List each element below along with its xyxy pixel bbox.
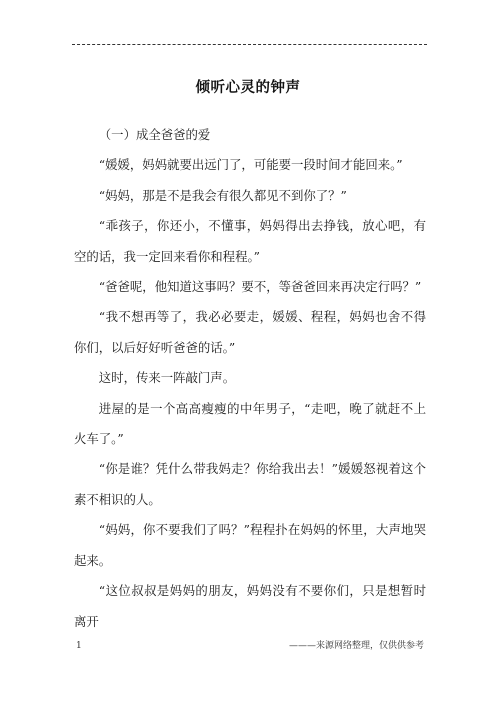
paragraph: “你是谁？凭什么带我妈走？你给我出去！”媛媛怒视着这个素不相识的人。 xyxy=(74,461,426,507)
document-body xyxy=(74,120,426,637)
paragraph: “乖孩子，你还小，不懂事，妈妈得出去挣钱，放心吧，有空的话，我一定回来看你和程程。” xyxy=(74,218,426,264)
paragraph: “妈妈，那是不是我会有很久都见不到你了？” xyxy=(98,187,347,203)
paragraph: “我不想再等了，我必必要走，媛媛、程程，妈妈也舍不得你们，以后好好听爸爸的话。” xyxy=(74,309,426,355)
paragraph: “这位叔叔是妈妈的朋友，妈妈没有不要你们，只是想暂时离开 xyxy=(74,583,426,629)
paragraph: “爸爸呢，他知道这事吗？要不，等爸爸回来再决定行吗？” xyxy=(98,279,422,295)
footer-source-note: ———来源网络整理，仅供供参考 xyxy=(288,641,424,651)
section-heading: （一）成全爸爸的爱 xyxy=(98,127,211,142)
paragraph: 这时，传来一阵敲门声。 xyxy=(98,370,236,386)
paragraph: 进屋的是一个高高瘦瘦的中年男子，“走吧，晚了就赶不上火车了。” xyxy=(74,400,426,447)
document-title: 倾听心灵的钟声 xyxy=(195,80,301,96)
header-dashed-rule xyxy=(72,44,427,45)
paragraph: “妈妈，你不要我们了吗？”程程扑在妈妈的怀里，大声地哭起来。 xyxy=(74,522,426,568)
paragraph: “媛媛，妈妈就要出远门了，可能要一段时间才能回来。” xyxy=(98,157,403,173)
page-number: 1 xyxy=(76,641,82,651)
